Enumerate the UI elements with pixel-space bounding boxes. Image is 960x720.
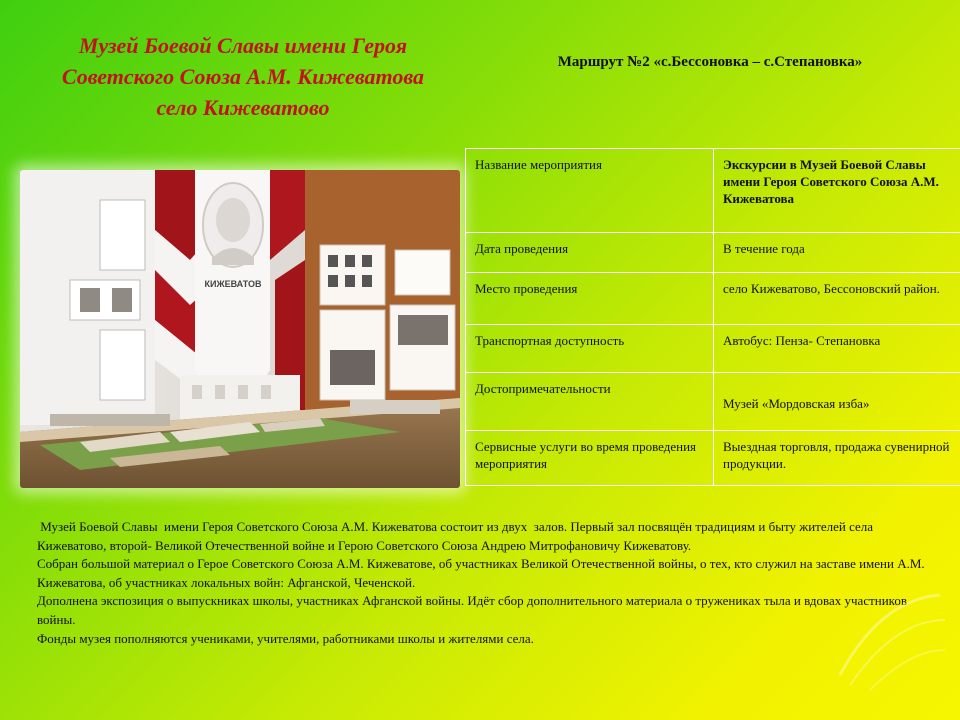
portrait-caption: КИЖЕВАТОВ <box>204 279 262 289</box>
row-value-event-name: Экскурсии в Музей Боевой Славы имени Героя Советского Союза А.М. Кижеватова <box>714 149 960 233</box>
table-row <box>466 273 960 325</box>
row-value-transport: Автобус: Пенза- Степановка <box>714 325 960 373</box>
table-row <box>466 325 960 373</box>
table-row <box>466 149 960 233</box>
route-heading: Маршрут №2 «с.Бессоновка – с.Степановка» <box>557 54 863 70</box>
decorative-swoosh-icon <box>820 580 950 700</box>
museum-photo <box>20 170 460 488</box>
row-value-place: село Кижеватово, Бессоновский район. <box>714 273 960 325</box>
museum-photo-drawing <box>20 170 460 488</box>
table-row <box>466 431 960 486</box>
table-row <box>466 233 960 273</box>
event-info-table <box>465 148 960 486</box>
row-value-sights: Музей «Мордовская изба» <box>714 373 960 431</box>
row-label-services: Сервисные услуги во время проведения мероприятия <box>466 431 714 486</box>
table-row <box>466 373 960 431</box>
row-label-date: Дата проведения <box>466 233 714 273</box>
description-paragraph-2: Собран большой материал о Герое Советского Союза А.М. Кижеватове, об участниках Великой Отечественной войны, о тех, кто служил на заставе имени А.М. Кижеватова, об участниках локальных войн: Афганской, Чеченской. <box>37 556 925 590</box>
slide-title <box>18 30 468 123</box>
description-paragraph-4: Фонды музея пополняются учениками, учителями, работниками школы и жителями села. <box>37 630 534 646</box>
title-line-3: село Кижеватово <box>156 95 330 120</box>
museum-description <box>37 518 937 648</box>
description-paragraph-3: Дополнена экспозиция о выпускниках школы, участниках Афганской войны. Идёт сбор дополнительного материала о тружениках тыла и вдовах участников войны. <box>37 593 907 627</box>
row-label-sights: Достопримечательности <box>466 373 714 431</box>
row-label-place: Место проведения <box>466 273 714 325</box>
title-line-2: Советского Союза А.М. Кижеватова <box>61 64 425 89</box>
row-label-event-name: Название мероприятия <box>466 149 714 233</box>
row-value-services: Выездная торговля, продажа сувенирной продукции. <box>714 431 960 486</box>
description-paragraph-1: Музей Боевой Славы имени Героя Советского Союза А.М. Кижеватова состоит из двух залов. Первый зал посвящён традициям и быту жителей села Кижеватово, второй- Великой Отечественной войне и Герою Советского Союза Андрею Митрофановичу Кижеватову. <box>37 519 877 553</box>
title-line-1: Музей Боевой Славы имени Героя <box>78 33 408 58</box>
row-value-date: В течение года <box>714 233 960 273</box>
row-label-transport: Транспортная доступность <box>466 325 714 373</box>
